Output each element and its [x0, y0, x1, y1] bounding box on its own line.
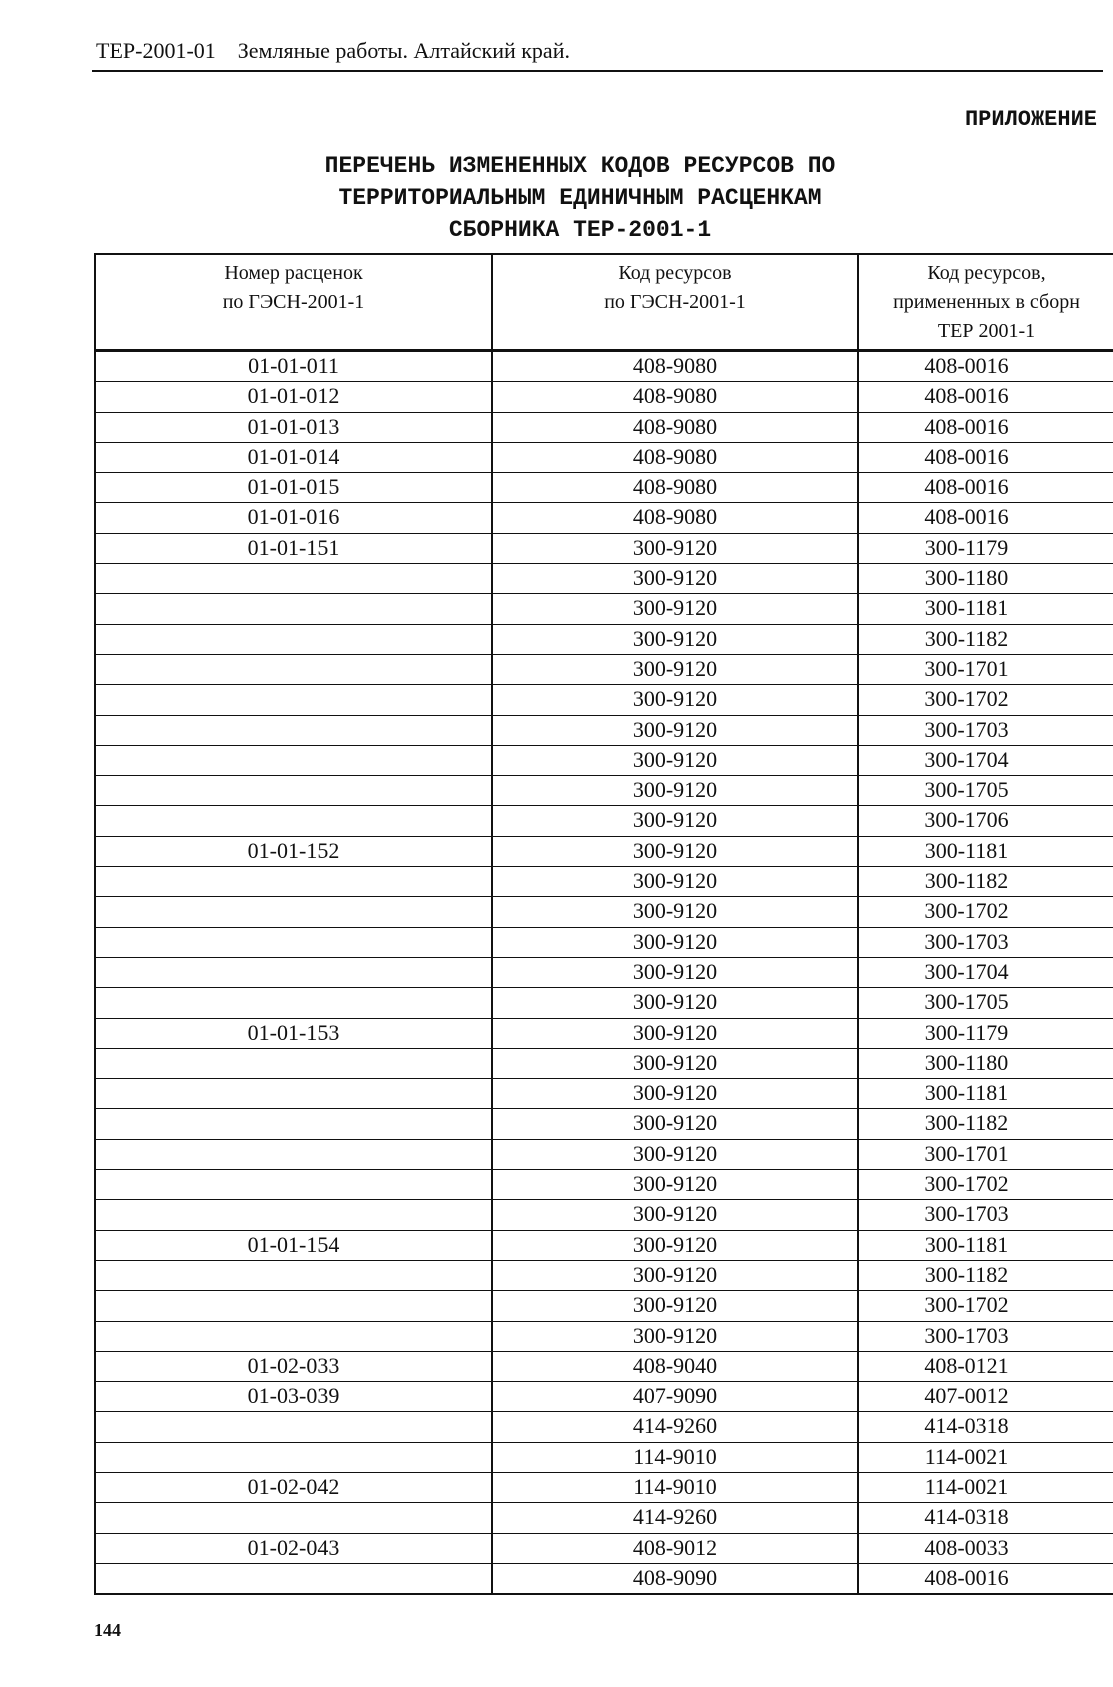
rate-number-cell — [95, 1563, 492, 1594]
gesn-code-cell: 408-9080 — [492, 473, 858, 503]
gesn-code-cell: 408-9080 — [492, 503, 858, 533]
rate-number-cell — [95, 1321, 492, 1351]
table-row — [95, 412, 1113, 442]
column-header-gesn-resource-code: Код ресурсов по ГЭСН-2001-1 — [492, 254, 858, 351]
table-row — [95, 836, 1113, 866]
ter-code-cell: 300-1181 — [858, 1079, 1113, 1109]
document-title: Земляные работы. Алтайский край. — [237, 38, 570, 63]
rate-number-cell — [95, 1503, 492, 1533]
running-head — [96, 38, 1096, 64]
rate-number-cell — [95, 927, 492, 957]
table-row — [95, 1291, 1113, 1321]
table-title — [170, 150, 990, 246]
ter-code-cell: 300-1703 — [858, 927, 1113, 957]
table-row — [95, 1230, 1113, 1260]
rate-number-cell — [95, 745, 492, 775]
rate-number-cell: 01-01-016 — [95, 503, 492, 533]
gesn-code-cell: 114-9010 — [492, 1472, 858, 1502]
table-row — [95, 382, 1113, 412]
ter-code-cell: 300-1703 — [858, 715, 1113, 745]
ter-code-cell: 300-1701 — [858, 654, 1113, 684]
ter-code-cell: 114-0021 — [858, 1442, 1113, 1472]
gesn-code-cell: 300-9120 — [492, 1079, 858, 1109]
gesn-code-cell: 300-9120 — [492, 776, 858, 806]
table-row — [95, 988, 1113, 1018]
ter-code-cell: 414-0318 — [858, 1503, 1113, 1533]
gesn-code-cell: 300-9120 — [492, 1291, 858, 1321]
ter-code-cell: 300-1181 — [858, 1230, 1113, 1260]
gesn-code-cell: 300-9120 — [492, 654, 858, 684]
table-row — [95, 1079, 1113, 1109]
gesn-code-cell: 300-9120 — [492, 1048, 858, 1078]
ter-code-cell: 300-1703 — [858, 1321, 1113, 1351]
ter-code-cell: 407-0012 — [858, 1382, 1113, 1412]
rate-number-cell — [95, 776, 492, 806]
rate-number-cell: 01-01-154 — [95, 1230, 492, 1260]
ter-code-cell: 300-1704 — [858, 957, 1113, 987]
ter-code-cell: 114-0021 — [858, 1472, 1113, 1502]
table-body — [95, 351, 1113, 1595]
ter-code-cell: 300-1181 — [858, 836, 1113, 866]
table-row — [95, 351, 1113, 382]
rate-number-cell: 01-03-039 — [95, 1382, 492, 1412]
gesn-code-cell: 408-9080 — [492, 412, 858, 442]
gesn-code-cell: 407-9090 — [492, 1382, 858, 1412]
appendix-label: ПРИЛОЖЕНИЕ — [964, 107, 1097, 132]
gesn-code-cell: 300-9120 — [492, 715, 858, 745]
table-row — [95, 473, 1113, 503]
gesn-code-cell: 408-9080 — [492, 382, 858, 412]
table-row — [95, 1442, 1113, 1472]
rate-number-cell: 01-01-153 — [95, 1018, 492, 1048]
rate-number-cell — [95, 1079, 492, 1109]
table-row — [95, 806, 1113, 836]
ter-code-cell: 408-0016 — [858, 412, 1113, 442]
ter-code-cell: 300-1702 — [858, 1291, 1113, 1321]
table-row — [95, 564, 1113, 594]
gesn-code-cell: 300-9120 — [492, 1260, 858, 1290]
ter-code-cell: 300-1705 — [858, 776, 1113, 806]
table-row — [95, 867, 1113, 897]
rate-number-cell — [95, 1200, 492, 1230]
gesn-code-cell: 300-9120 — [492, 685, 858, 715]
table-row — [95, 1382, 1113, 1412]
rate-number-cell — [95, 988, 492, 1018]
rate-number-cell — [95, 1048, 492, 1078]
title-line: ТЕРРИТОРИАЛЬНЫМ ЕДИНИЧНЫМ РАСЦЕНКАМ — [338, 185, 822, 211]
ter-code-cell: 300-1703 — [858, 1200, 1113, 1230]
ter-code-cell: 300-1702 — [858, 1170, 1113, 1200]
table-row — [95, 1048, 1113, 1078]
rate-number-cell — [95, 867, 492, 897]
ter-code-cell: 300-1701 — [858, 1139, 1113, 1169]
ter-code-cell: 300-1705 — [858, 988, 1113, 1018]
rate-number-cell — [95, 1442, 492, 1472]
table-row — [95, 927, 1113, 957]
rate-number-cell — [95, 654, 492, 684]
rate-number-cell — [95, 624, 492, 654]
rate-number-cell: 01-01-013 — [95, 412, 492, 442]
rate-number-cell — [95, 957, 492, 987]
table-row — [95, 685, 1113, 715]
gesn-code-cell: 300-9120 — [492, 1230, 858, 1260]
rate-number-cell — [95, 1260, 492, 1290]
ter-code-cell: 408-0016 — [858, 382, 1113, 412]
gesn-code-cell: 300-9120 — [492, 1018, 858, 1048]
table-row — [95, 1533, 1113, 1563]
gesn-code-cell: 300-9120 — [492, 1200, 858, 1230]
ter-code-cell: 300-1179 — [858, 533, 1113, 563]
ter-code-cell: 300-1181 — [858, 594, 1113, 624]
table-row — [95, 1200, 1113, 1230]
ter-code-cell: 300-1182 — [858, 1109, 1113, 1139]
ter-code-cell: 300-1182 — [858, 1260, 1113, 1290]
ter-code-cell: 300-1704 — [858, 745, 1113, 775]
rate-number-cell: 01-01-014 — [95, 442, 492, 472]
ter-code-cell: 408-0016 — [858, 503, 1113, 533]
rate-number-cell: 01-02-043 — [95, 1533, 492, 1563]
table-row — [95, 654, 1113, 684]
ter-code-cell: 300-1180 — [858, 564, 1113, 594]
ter-code-cell: 408-0016 — [858, 1563, 1113, 1594]
gesn-code-cell: 300-9120 — [492, 594, 858, 624]
resource-codes-table — [94, 253, 1113, 1595]
rate-number-cell — [95, 897, 492, 927]
ter-code-cell: 300-1706 — [858, 806, 1113, 836]
table-row — [95, 1351, 1113, 1381]
ter-code-cell: 300-1180 — [858, 1048, 1113, 1078]
rate-number-cell: 01-01-151 — [95, 533, 492, 563]
rate-number-cell: 01-02-033 — [95, 1351, 492, 1381]
ter-code-cell: 300-1182 — [858, 624, 1113, 654]
document-code: ТЕР-2001-01 — [96, 38, 216, 63]
column-header-ter-resource-code: Код ресурсов, примененных в сборн ТЕР 2001-1 — [858, 254, 1113, 351]
ter-code-cell: 414-0318 — [858, 1412, 1113, 1442]
gesn-code-cell: 408-9040 — [492, 1351, 858, 1381]
header-rule — [92, 70, 1103, 72]
gesn-code-cell: 414-9260 — [492, 1503, 858, 1533]
table-row — [95, 533, 1113, 563]
ter-code-cell: 300-1179 — [858, 1018, 1113, 1048]
rate-number-cell: 01-01-015 — [95, 473, 492, 503]
column-header-rate-number: Номер расценок по ГЭСН-2001-1 — [95, 254, 492, 351]
ter-code-cell: 408-0016 — [858, 473, 1113, 503]
rate-number-cell — [95, 1291, 492, 1321]
table-row — [95, 776, 1113, 806]
gesn-code-cell: 300-9120 — [492, 745, 858, 775]
rate-number-cell: 01-01-012 — [95, 382, 492, 412]
gesn-code-cell: 114-9010 — [492, 1442, 858, 1472]
gesn-code-cell: 408-9012 — [492, 1533, 858, 1563]
gesn-code-cell: 408-9090 — [492, 1563, 858, 1594]
table-row — [95, 594, 1113, 624]
rate-number-cell: 01-01-011 — [95, 351, 492, 382]
gesn-code-cell: 300-9120 — [492, 1170, 858, 1200]
rate-number-cell — [95, 1109, 492, 1139]
title-line: ПЕРЕЧЕНЬ ИЗМЕНЕННЫХ КОДОВ РЕСУРСОВ ПО — [324, 153, 836, 179]
ter-code-cell: 408-0033 — [858, 1533, 1113, 1563]
table-row — [95, 745, 1113, 775]
table-row — [95, 624, 1113, 654]
ter-code-cell: 300-1702 — [858, 897, 1113, 927]
table-row — [95, 1503, 1113, 1533]
gesn-code-cell: 300-9120 — [492, 897, 858, 927]
gesn-code-cell: 414-9260 — [492, 1412, 858, 1442]
table-row — [95, 957, 1113, 987]
rate-number-cell — [95, 564, 492, 594]
table-row — [95, 1321, 1113, 1351]
gesn-code-cell: 408-9080 — [492, 351, 858, 382]
rate-number-cell — [95, 594, 492, 624]
ter-code-cell: 300-1182 — [858, 867, 1113, 897]
table-row — [95, 1563, 1113, 1594]
rate-number-cell — [95, 715, 492, 745]
rate-number-cell — [95, 1412, 492, 1442]
rate-number-cell — [95, 1170, 492, 1200]
gesn-code-cell: 300-9120 — [492, 927, 858, 957]
table-row — [95, 1170, 1113, 1200]
gesn-code-cell: 408-9080 — [492, 442, 858, 472]
ter-code-cell: 408-0121 — [858, 1351, 1113, 1381]
rate-number-cell — [95, 806, 492, 836]
table-row — [95, 715, 1113, 745]
gesn-code-cell: 300-9120 — [492, 957, 858, 987]
gesn-code-cell: 300-9120 — [492, 806, 858, 836]
table-row — [95, 1109, 1113, 1139]
table-row — [95, 1018, 1113, 1048]
gesn-code-cell: 300-9120 — [492, 533, 858, 563]
gesn-code-cell: 300-9120 — [492, 1321, 858, 1351]
ter-code-cell: 408-0016 — [858, 442, 1113, 472]
ter-code-cell: 408-0016 — [858, 351, 1113, 382]
page-number: 144 — [94, 1620, 121, 1640]
gesn-code-cell: 300-9120 — [492, 836, 858, 866]
rate-number-cell: 01-01-152 — [95, 836, 492, 866]
table-header-row — [95, 254, 1113, 351]
gesn-code-cell: 300-9120 — [492, 624, 858, 654]
table-row — [95, 503, 1113, 533]
table-row — [95, 1472, 1113, 1502]
table-row — [95, 1412, 1113, 1442]
gesn-code-cell: 300-9120 — [492, 1139, 858, 1169]
gesn-code-cell: 300-9120 — [492, 1109, 858, 1139]
rate-number-cell — [95, 1139, 492, 1169]
rate-number-cell: 01-02-042 — [95, 1472, 492, 1502]
table-row — [95, 442, 1113, 472]
table-row — [95, 1139, 1113, 1169]
table-row — [95, 1260, 1113, 1290]
gesn-code-cell: 300-9120 — [492, 564, 858, 594]
title-line: СБОРНИКА ТЕР-2001-1 — [448, 217, 712, 243]
rate-number-cell — [95, 685, 492, 715]
table-row — [95, 897, 1113, 927]
gesn-code-cell: 300-9120 — [492, 867, 858, 897]
ter-code-cell: 300-1702 — [858, 685, 1113, 715]
gesn-code-cell: 300-9120 — [492, 988, 858, 1018]
